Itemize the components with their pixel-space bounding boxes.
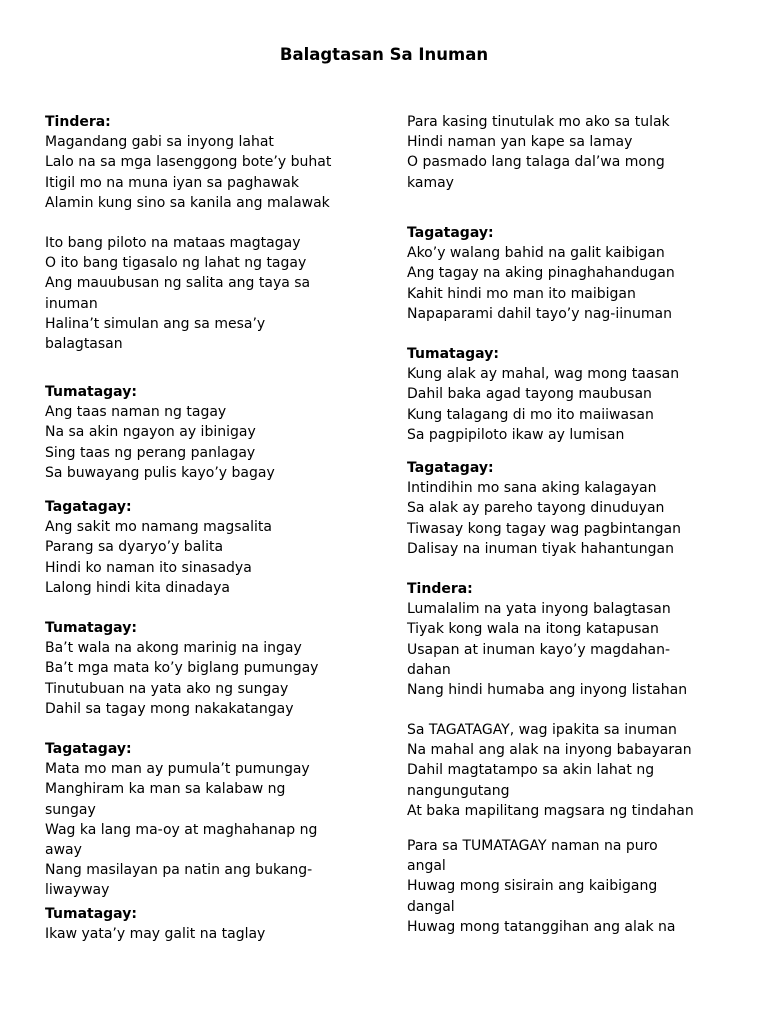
speaker-label: Tindera:	[45, 114, 111, 130]
speaker-label: Tindera:	[407, 581, 473, 597]
speaker-label: Tumatagay:	[407, 346, 499, 362]
verse-line: O ito bang tigasalo ng lahat ng tagay	[45, 255, 307, 272]
verse-line: sungay	[45, 801, 96, 818]
stanza	[45, 497, 375, 598]
speaker-label: Tumatagay:	[45, 620, 137, 636]
verse-line: Kung talagang di mo ito maiiwasan	[407, 406, 654, 423]
verse-line: Nang hindi humaba ang inyong listahan	[407, 682, 688, 699]
verse-line: Ba’t mga mata ko’y biglang pumungay	[45, 660, 319, 677]
verse-line: Wag ka lang ma-oy at maghahanap ng	[45, 821, 318, 838]
stanza	[45, 233, 375, 354]
verse-line: Mata mo man ay pumula’t pumungay	[45, 761, 310, 778]
verse-line: Ito bang piloto na mataas magtagay	[45, 235, 301, 251]
speaker-label: Tumatagay:	[45, 384, 137, 400]
verse-line: Lalong hindi kita dinadaya	[45, 579, 230, 596]
stanza	[407, 344, 732, 445]
verse-line: Lumalalim na yata inyong balagtasan	[407, 601, 671, 618]
verse-line: Huwag mong tatanggihan ang alak na	[407, 918, 676, 935]
verse-line: Dahil magtatampo sa akin lahat ng	[407, 762, 655, 779]
speaker-label: Tumatagay:	[45, 906, 137, 922]
verse-line: Lalo na sa mga lasenggong bote’y buhat	[45, 154, 332, 171]
verse-line: Usapan at inuman kayo’y magdahan-	[407, 641, 671, 658]
stanza	[407, 223, 732, 324]
verse-line: Dahil baka agad tayong maubusan	[407, 386, 652, 403]
verse-line: Ikaw yata’y may galit na taglay	[45, 926, 266, 943]
verse-line: dahan	[407, 661, 451, 678]
stanza	[407, 836, 732, 937]
stanza	[45, 904, 375, 944]
verse-line: Ba’t wala na akong marinig na ingay	[45, 640, 302, 657]
stanza	[407, 112, 732, 193]
verse-line: dangal	[407, 898, 455, 915]
verse-line: Intindihin mo sana aking kalagayan	[407, 480, 657, 497]
verse-line: Sa alak ay pareho tayong dinuduyan	[407, 500, 665, 517]
verse-line: Na sa akin ngayon ay ibinigay	[45, 424, 256, 441]
verse-line: Alamin kung sino sa kanila ang malawak	[45, 194, 330, 211]
verse-line: away	[45, 842, 82, 859]
verse-line: Ang taas naman ng tagay	[45, 404, 227, 421]
verse-line: Huwag mong sisirain ang kaibigang	[407, 878, 658, 895]
verse-line: angal	[407, 858, 446, 875]
stanza	[45, 112, 375, 213]
verse-line: Sa TAGATAGAY, wag ipakita sa inuman	[407, 722, 677, 738]
verse-line: Manghiram ka man sa kalabaw ng	[45, 781, 286, 798]
verse-line: Sing taas ng perang panlagay	[45, 444, 256, 461]
verse-line: Tiyak kong wala na itong katapusan	[407, 621, 659, 638]
verse-line: Magandang gabi sa inyong lahat	[45, 134, 274, 151]
verse-line: nangungutang	[407, 782, 510, 799]
stanza	[407, 720, 732, 821]
verse-line: Ang tagay na aking pinaghahandugan	[407, 265, 675, 282]
verse-line: Dahil sa tagay mong nakakatangay	[45, 700, 294, 717]
verse-line: Tiwasay kong tagay wag pagbintangan	[407, 520, 681, 537]
document-title: Balagtasan Sa Inuman	[279, 45, 489, 64]
verse-line: Nang masilayan pa natin ang bukang-	[45, 862, 313, 879]
verse-line: Kung alak ay mahal, wag mong taasan	[407, 366, 680, 383]
verse-line: Para kasing tinutulak mo ako sa tulak	[407, 114, 670, 130]
verse-line: Itigil mo na muna iyan sa paghawak	[45, 174, 299, 191]
stanza	[45, 739, 375, 901]
verse-line: balagtasan	[45, 336, 123, 353]
verse-line: liwayway	[45, 882, 110, 899]
verse-line: Napaparami dahil tayo’y nag-iinuman	[407, 305, 672, 322]
verse-line: Hindi ko naman ito sinasadya	[45, 559, 252, 576]
verse-line: Dalisay na inuman tiyak hahantungan	[407, 540, 674, 557]
verse-line: O pasmado lang talaga dal’wa mong	[407, 154, 665, 171]
speaker-label: Tagatagay:	[45, 499, 132, 515]
verse-line: Ang mauubusan ng salita ang taya sa	[45, 275, 311, 292]
verse-line: inuman	[45, 295, 98, 312]
verse-line: Ako’y walang bahid na galit kaibigan	[407, 245, 665, 262]
speaker-label: Tagatagay:	[45, 741, 132, 757]
verse-line: Na mahal ang alak na inyong babayaran	[407, 742, 692, 759]
stanza	[407, 458, 732, 559]
verse-line: Halina’t simulan ang sa mesa’y	[45, 315, 266, 332]
verse-line: Sa buwayang pulis kayo’y bagay	[45, 464, 275, 481]
verse-line: Para sa TUMATAGAY naman na puro	[407, 838, 658, 854]
verse-line: Kahit hindi mo man ito maibigan	[407, 285, 636, 302]
verse-line: Hindi naman yan kape sa lamay	[407, 134, 633, 151]
verse-line: Ang sakit mo namang magsalita	[45, 519, 272, 536]
verse-line: kamay	[407, 174, 454, 191]
verse-line: At baka mapilitang magsara ng tindahan	[407, 802, 694, 819]
verse-line: Sa pagpipiloto ikaw ay lumisan	[407, 426, 625, 443]
verse-line: Parang sa dyaryo’y balita	[45, 539, 224, 556]
speaker-label: Tagatagay:	[407, 460, 494, 476]
speaker-label: Tagatagay:	[407, 225, 494, 241]
stanza	[407, 579, 732, 700]
verse-line: Tinutubuan na yata ako ng sungay	[45, 680, 289, 697]
stanza	[45, 618, 375, 719]
stanza	[45, 382, 375, 483]
